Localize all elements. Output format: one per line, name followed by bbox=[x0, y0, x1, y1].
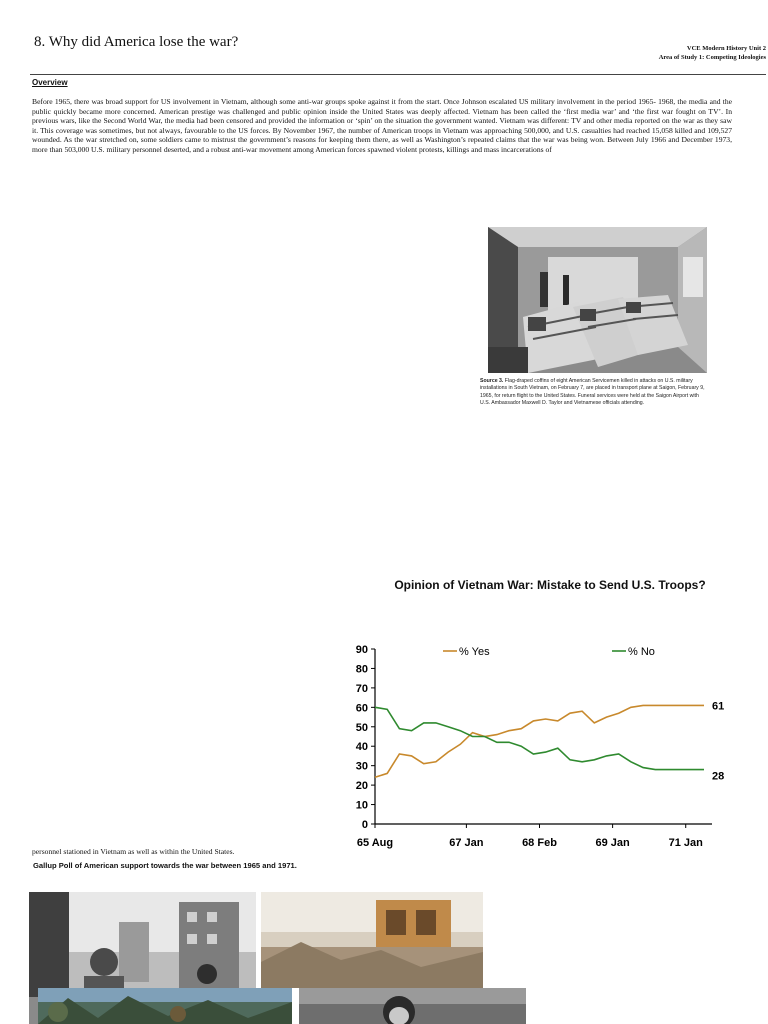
course-header bbox=[659, 44, 766, 62]
end-label-no: 28 bbox=[712, 770, 725, 783]
y-tick-label: 0 bbox=[361, 819, 368, 831]
chart-legend bbox=[443, 646, 655, 658]
x-tick-label: 67 Jan bbox=[449, 837, 484, 849]
chart-axes bbox=[371, 649, 712, 828]
page-title: 8. Why did America lose the war? bbox=[34, 34, 239, 50]
series-line-yes bbox=[375, 705, 704, 777]
ruined-building-photo bbox=[261, 892, 483, 988]
source-3-label: Source 3. bbox=[480, 378, 504, 384]
y-tick-label: 20 bbox=[355, 780, 368, 793]
course-unit: VCE Modern History Unit 2 bbox=[686, 45, 766, 52]
x-tick-label: 65 Aug bbox=[356, 837, 394, 849]
header-divider bbox=[30, 74, 766, 75]
y-tick-labels bbox=[356, 644, 368, 831]
series-lines bbox=[375, 700, 724, 782]
y-tick-label: 40 bbox=[355, 741, 368, 754]
y-tick-label: 10 bbox=[355, 799, 368, 812]
jungle-soldiers-photo bbox=[38, 988, 292, 1024]
portrait-photo bbox=[299, 988, 526, 1024]
end-label-yes: 61 bbox=[712, 700, 725, 713]
overview-continuation: personnel stationed in Vietnam as well as within the United States. bbox=[32, 847, 235, 856]
y-tick-label: 70 bbox=[355, 682, 368, 695]
course-area: Area of Study 1: Competing Ideologies bbox=[658, 54, 766, 61]
y-tick-label: 30 bbox=[355, 760, 368, 773]
overview-text bbox=[32, 97, 732, 155]
overview-paragraph: Before 1965, there was broad support for US involvement in Vietnam, although some anti-war groups spoke against it from the start. Once Johnson escalated US military involvement in the period 1965- 1968, the media and the public quickly became more concerned. American prestige was challenged and public opinion inside the United States was deeply affected. Vietnam has been called the ‘first media war’ and ‘the first war fought on TV’. In previous wars, like the Second World War, the media had been censored and provided the information or ‘spin’ on the situation the government wanted. Vietnam was different: TV and other media reported on the war as they saw it. This coverage was sometimes, but not always, favourable to the US forces. By November 1967, the number of American troops in Vietnam was approaching 500,000, and U.S. casualties had reached 15,058 killed and 109,527 wounded. As the war stretched on, some soldiers came to mistrust the government’s reasons for keeping them there, as well as Washington’s repeated claims that the war was being won. Between July 1966 and December 1973, more than 503,000 U.S. military personnel deserted, and a robust anti-war movement among American forces spawned violent protests, killings and mass incarcerations of bbox=[32, 97, 732, 154]
y-tick-label: 90 bbox=[355, 644, 368, 656]
x-tick-label: 69 Jan bbox=[595, 837, 630, 849]
chart-caption: Gallup Poll of American support towards the war between 1965 and 1971. bbox=[33, 861, 297, 870]
y-tick-label: 80 bbox=[355, 663, 368, 676]
legend-label: % No bbox=[628, 646, 655, 658]
source-3-text: Flag-draped coffins of eight American Servicemen killed in attacks on U.S. military installations in South Vietnam, on February 7, are placed in transport plane at Saigon, February 9, 1965, for return flight to the United States. Funeral services were held at the Saigon Airport with U.S. Ambassador Maxwell D. Taylor and Vietnamese officials attending. bbox=[480, 378, 705, 406]
x-tick-labels bbox=[357, 837, 703, 849]
legend-label: % Yes bbox=[459, 646, 490, 658]
x-tick-label: 68 Feb bbox=[522, 837, 557, 849]
y-tick-label: 50 bbox=[355, 721, 368, 734]
series-line-no bbox=[375, 707, 704, 769]
overview-heading: Overview bbox=[32, 78, 68, 87]
source-3-caption bbox=[480, 378, 710, 407]
chart-title: Opinion of Vietnam War: Mistake to Send U.S. Troops? bbox=[394, 578, 706, 592]
coffins-photo bbox=[488, 227, 707, 373]
x-tick-label: 71 Jan bbox=[668, 837, 703, 849]
y-tick-label: 60 bbox=[355, 702, 368, 715]
opinion-line-chart bbox=[332, 640, 732, 855]
